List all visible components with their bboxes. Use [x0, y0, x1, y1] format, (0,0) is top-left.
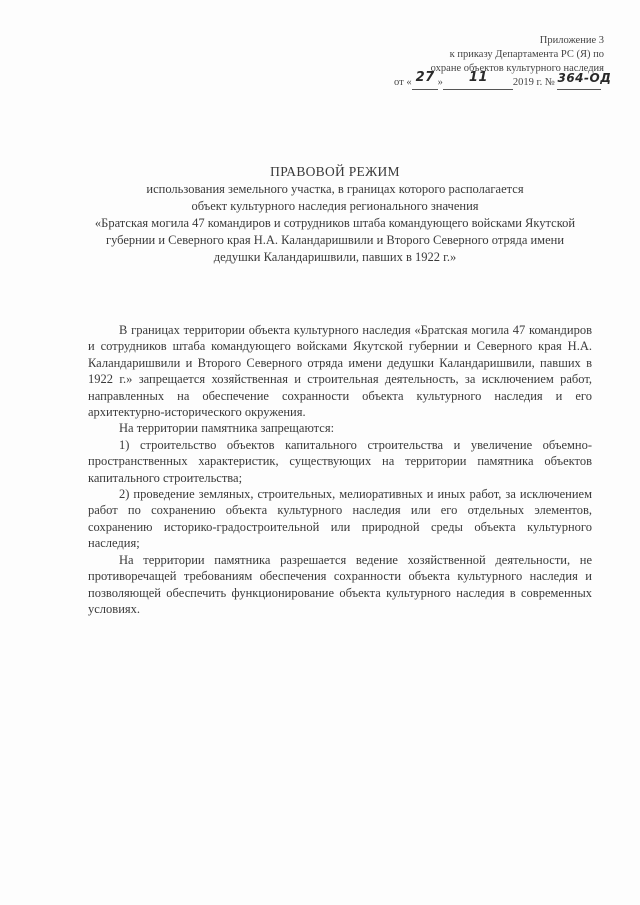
paragraph-item-2: 2) проведение земляных, строительных, мелиоративных и иных работ, за исключением работ по сохранению объекта культурного наследия или его отдельных элементов, сохранению историко-градостроительной или природной среды объекта культурного наследия; [88, 487, 592, 551]
appendix-title: Приложение 3 [539, 35, 604, 46]
day-field [412, 70, 438, 90]
title-line-3: «Братская могила 47 командиров и сотрудников штаба командующего войсками Якутской [94, 216, 576, 230]
appendix-date-number [394, 70, 612, 90]
title-block [60, 163, 610, 266]
paragraph-item-1: 1) строительство объектов капитального строительства и увеличение объемно-пространственных характеристик, существующих на территории памятника объектов капитального строительства; [88, 437, 592, 485]
day-handwritten: 27 [415, 70, 435, 85]
paragraph-boundaries: В границах территории объекта культурного наследия «Братская могила 47 командиров и сотрудников штаба командующего войсками Якутской губернии и Северного края Н.А. Каландаришвили и Второго Северного отряда имени дедушки Каландаришвили, павших в 1922 г.» запрещается хозяйственная и строительная деятельность, за исключением работ, направленных на обеспечение сохранности объекта культурного наследия и его архитектурно-исторического окружения. [88, 323, 592, 420]
date-prefix: от « [394, 77, 412, 88]
appendix-header [394, 34, 612, 90]
month-field [443, 70, 513, 90]
title-line-2: объект культурного наследия регионального значения [191, 199, 479, 213]
number-field [557, 71, 612, 90]
body-text [88, 322, 592, 617]
date-mid: » [437, 77, 443, 88]
appendix-order-ref: к приказу Департамента РС (Я) по [449, 49, 604, 60]
title-line-4: губернии и Северного края Н.А. Каландаришвили и Второго Северного отряда имени [105, 233, 565, 247]
appendix-department: охране объектов культурного наследия [430, 63, 604, 74]
title-line-1: использования земельного участка, в границах которого располагается [146, 182, 524, 196]
document-title: ПРАВОВОЙ РЕЖИМ [270, 164, 400, 179]
number-handwritten: 364-ОД [557, 71, 612, 85]
paragraph-permitted: На территории памятника разрешается ведение хозяйственной деятельности, не противоречащей требованиям обеспечения сохранности объекта культурного наследия и позволяющей обеспечить функционирование объекта культурного наследия в современных условиях. [88, 552, 592, 616]
title-line-5: дедушки Каландаришвили, павших в 1922 г.» [213, 250, 457, 264]
paragraph-prohibited-intro: На территории памятника запрещаются: [119, 421, 335, 436]
month-handwritten: 11 [468, 70, 488, 85]
year-number-label: 2019 г. № [512, 77, 555, 88]
